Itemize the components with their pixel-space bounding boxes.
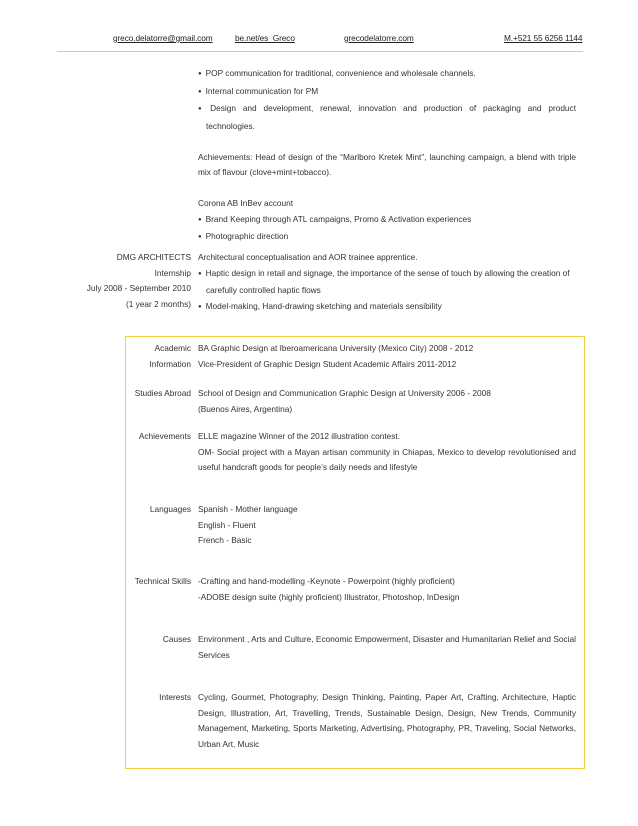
section-content: School of Design and Communication Graphic Design at University 2006 - 2008 (Buenos Aires, Argentina) <box>198 388 491 414</box>
job-role: Internship <box>154 267 191 278</box>
section-label: Achievements <box>138 431 191 441</box>
section-label: Technical Skills <box>134 576 191 586</box>
list-item-continuation: carefully controlled haptic flows <box>206 285 321 295</box>
section-content: Environment , Arts and Culture, Economic Empowerment, Disaster and Humanitarian Relief and Social Services <box>198 634 576 660</box>
job-duration: (1 year 2 months) <box>125 298 191 309</box>
section-label: Causes <box>162 634 191 644</box>
email-link[interactable]: greco.delatorre@gmail.com <box>113 33 213 43</box>
behance-link[interactable]: be.net/es_Greco <box>235 33 295 43</box>
contact-bar <box>0 33 638 47</box>
company-name: DMG ARCHITECTS <box>116 252 191 262</box>
language-item: Spanish - Mother language <box>198 504 298 514</box>
job-dates: July 2008 - September 2010 <box>86 283 191 293</box>
section-label: Languages <box>149 504 191 514</box>
experience-details <box>198 250 576 316</box>
section-label: Studies Abroad <box>134 388 191 398</box>
achievements-text: Achievements: Head of design of the “Marlboro Kretek Mint”, launching campaign, a blend with triple <box>198 151 576 162</box>
list-item: ● POP communication for traditional, convenience and wholesale channels. <box>198 66 576 84</box>
language-item: French - Basic <box>198 535 252 545</box>
section-content <box>198 502 576 549</box>
list-item: ● Photographic direction <box>198 229 576 247</box>
section-label: Interests <box>159 692 191 702</box>
account-title: Corona AB InBev account <box>198 198 294 208</box>
achievements-text: mix of flavour (clove+mint+tobacco). <box>198 167 332 177</box>
section-content: BA Graphic Design at Iberoamericana University (Mexico City) 2008 - 2012 Vice-President of Graphic Design Student Academic Affairs 2011-2012 <box>198 343 474 369</box>
phone-link[interactable]: M.+521 55 6256 1144 <box>504 33 583 43</box>
list-item-continuation: technologies. <box>206 120 255 131</box>
header-divider <box>57 51 583 52</box>
website-link[interactable]: grecodelatorre.com <box>344 33 414 43</box>
list-item: ● Model-making, Hand-drawing sketching and materials sensibility <box>198 299 576 317</box>
list-item: ● Internal communication for PM <box>198 84 576 102</box>
section-label: Academic Information <box>149 343 191 369</box>
list-item: ● Design and development, renewal, innovation and production of packaging and product <box>198 101 576 119</box>
language-item: English - Fluent <box>198 519 256 530</box>
section-content: ELLE magazine Winner of the 2012 illustration contest. OM- Social project with a Mayan artisan community in Chiapas, Mexico to develop revolutionised and useful handcraft goods for people’s daily needs and lifestyle <box>198 431 576 472</box>
list-item: ● Brand Keeping through ATL campaigns, Promo & Activation experiences <box>198 212 576 230</box>
list-item: ● Haptic design in retail and signage, the importance of the sense of touch by allowing the creation of <box>198 266 576 284</box>
section-content: Cycling, Gourmet, Photography, Design Thinking, Painting, Paper Art, Crafting, Architecture, Haptic Design, Illustration, Art, Travelling, Trends, Sustainable Design, Design, New Trends, Community Management, Marketing, Sports Marketing, Advertising, Photography, PR, Traveling, Social Networks, Urban Art, Music <box>198 692 576 749</box>
experience-details <box>198 66 576 247</box>
section-content: -Crafting and hand-modelling -Keynote - Powerpoint (highly proficient) -ADOBE design suite (highly proficient) Illustrator, Photoshop, InDesign <box>198 576 460 602</box>
experience-meta <box>0 250 191 312</box>
job-description: Architectural conceptualisation and AOR trainee apprentice. <box>198 252 418 262</box>
